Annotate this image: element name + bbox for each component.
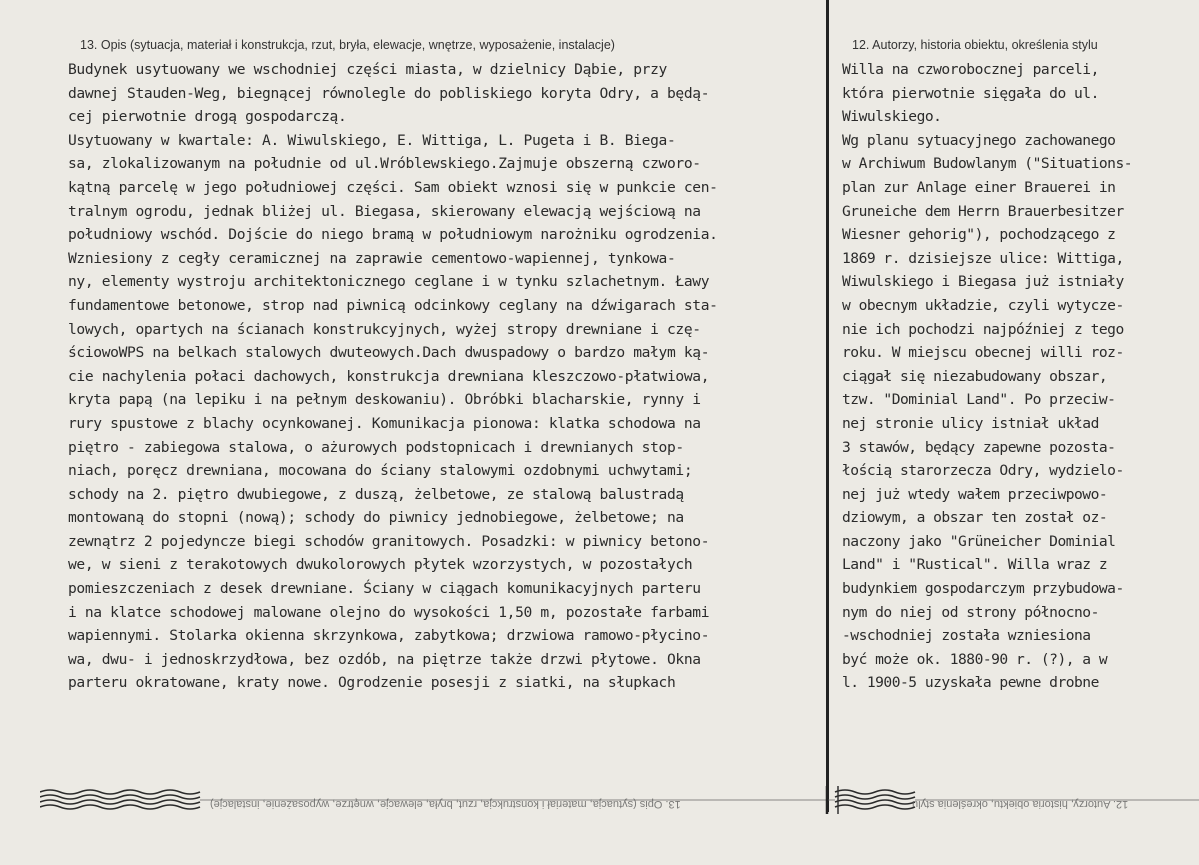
- text-line: południowy wschód. Dojście do niego bramą w południowym narożniku ogrodzenia.: [68, 226, 718, 244]
- text-line: pomieszczeniach z desek drewniane. Ściany w ciągach komunikacyjnych parteru: [68, 580, 701, 598]
- text-line: nie ich pochodzi najpóźniej z tego: [842, 320, 1124, 338]
- text-line: Budynek usytuowany we wschodniej części miasta, w dzielnicy Dąbie, przy: [68, 61, 667, 78]
- text-line: nej stronie ulicy istniał układ: [842, 414, 1099, 432]
- text-line: Wiesner gehorig"), pochodzącego z: [842, 226, 1116, 244]
- text-line: lowych, opartych na ścianach konstrukcyjnych, wyżej stropy drewniane i czę-: [68, 320, 701, 338]
- text-line: tzw. "Dominial Land". Po przeciw-: [842, 391, 1116, 409]
- text-line: Willa na czworobocznej parceli,: [842, 61, 1099, 78]
- text-line: i na klatce schodowej malowane olejno do wysokości 1,50 m, pozostałe farbami: [68, 603, 710, 621]
- text-line: schody na 2. piętro dwubiegowe, z duszą, żelbetowe, ze stalową balustradą: [68, 485, 684, 503]
- text-line: nej już wtedy wałem przeciwpowo-: [842, 485, 1108, 503]
- text-line: wapiennymi. Stolarka okienna skrzynkowa, zabytkowa; drzwiowa ramowo-płycino-: [68, 627, 710, 645]
- text-line: Land" i "Rustical". Willa wraz z: [842, 556, 1108, 574]
- text-line: być może ok. 1880-90 r. (?), a w: [842, 650, 1108, 668]
- text-line: ściowoWPS na belkach stalowych dwuteowych.Dach dwuspadowy o bardzo małym ką-: [68, 344, 710, 362]
- text-line: w Archiwum Budowlanym ("Situations-: [842, 155, 1133, 173]
- text-line: która pierwotnie sięgała do ul.: [842, 84, 1099, 102]
- text-line: roku. W miejscu obecnej willi roz-: [842, 344, 1124, 362]
- section-13-heading: 13. Opis (sytuacja, materiał i konstrukcja, rzut, bryła, elewacje, wnętrze, wyposażenie, instalacje): [80, 38, 615, 52]
- text-line: dziowym, a obszar ten został oz-: [842, 509, 1108, 527]
- text-line: piętro - zabiegowa stalowa, o ażurowych podstopnicach i drewnianych stop-: [68, 438, 684, 456]
- text-line: Gruneiche dem Herrn Brauerbesitzer: [842, 202, 1124, 220]
- text-line: cie nachylenia połaci dachowych, konstrukcja drewniana kleszczowo-płatwiowa,: [68, 367, 710, 385]
- text-line: -wschodniej została wzniesiona: [842, 627, 1091, 645]
- text-line: plan zur Anlage einer Brauerei in: [842, 178, 1116, 196]
- text-line: kątną parcelę w jego południowej części. Sam obiekt wznosi się w punkcie cen-: [68, 178, 718, 196]
- text-line: Wzniesiony z cegły ceramicznej na zaprawie cementowo-wapiennej, tynkowa-: [68, 249, 676, 267]
- text-line: wa, dwu- i jednoskrzydłowa, bez ozdób, na piętrze także drzwi płytowe. Okna: [68, 650, 701, 668]
- text-line: rury spustowe z blachy ocynkowanej. Komunikacja pionowa: klatka schodowa na: [68, 414, 701, 432]
- text-line: tralnym ogrodu, jednak bliżej ul. Biegasa, skierowany elewacją wejściową na: [68, 202, 701, 220]
- text-line: we, w sieni z terakotowych dwukolorowych płytek wzorzystych, w pozostałych: [68, 556, 693, 574]
- section-12-heading: 12. Autorzy, historia obiektu, określenia stylu: [852, 38, 1098, 52]
- mirrored-section-12-heading: 12. Autorzy, historia obiektu, określenia stylu: [912, 798, 1129, 810]
- text-line: budynkiem gospodarczym przybudowa-: [842, 580, 1124, 598]
- text-line: montowaną do stopni (nową); schody do piwnicy jednobiegowe, żelbetowe; na: [68, 509, 684, 527]
- text-line: kryta papą (na lepiku i na pełnym deskowaniu). Obróbki blacharskie, rynny i: [68, 391, 701, 409]
- text-line: ciągał się niezabudowany obszar,: [842, 367, 1108, 385]
- text-line: parteru okratowane, kraty nowe. Ogrodzenie posesji z siatki, na słupkach: [68, 674, 676, 692]
- text-line: Wg planu sytuacyjnego zachowanego: [842, 131, 1116, 149]
- text-line: l. 1900-5 uzyskała pewne drobne: [842, 674, 1099, 692]
- text-line: niach, poręcz drewniana, mocowana do ściany stalowymi ozdobnymi uchwytami;: [68, 462, 693, 480]
- text-line: sa, zlokalizowanym na południe od ul.Wróblewskiego.Zajmuje obszerną czworo-: [68, 155, 701, 173]
- text-line: 1869 r. dzisiejsze ulice: Wittiga,: [842, 249, 1124, 267]
- text-line: nym do niej od strony północno-: [842, 603, 1099, 621]
- text-line: w obecnym układzie, czyli wytycze-: [842, 296, 1124, 314]
- text-line: zewnątrz 2 pojedyncze biegi schodów granitowych. Posadzki: w piwnicy betono-: [68, 532, 710, 550]
- text-line: naczony jako "Grüneicher Dominial: [842, 532, 1116, 550]
- text-line: Wiwulskiego.: [842, 108, 942, 126]
- text-line: dawnej Stauden-Weg, biegnącej równolegle do pobliskiego koryta Odry, a będą-: [68, 84, 710, 102]
- section-13-body: [68, 58, 820, 695]
- text-line: 3 stawów, będący zapewne pozosta-: [842, 438, 1116, 456]
- text-line: cej pierwotnie drogą gospodarczą.: [68, 108, 347, 126]
- mirrored-section-13-heading: 13. Opis (sytuacja, materiał i konstrukcja, rzut, bryła, elewacje, wnętrze, wyposażenie, instalacje): [210, 798, 681, 810]
- text-line: fundamentowe betonowe, strop nad piwnicą odcinkowy ceglany na dźwigarach sta-: [68, 296, 718, 314]
- text-line: Usytuowany w kwartale: A. Wiwulskiego, E. Wittiga, L. Pugeta i B. Biega-: [68, 131, 676, 149]
- section-12-history: [842, 38, 1194, 695]
- text-line: Wiwulskiego i Biegasa już istniały: [842, 273, 1124, 291]
- section-12-body: [842, 58, 1194, 695]
- text-line: łością starorzecza Odry, wydzielo-: [842, 462, 1124, 480]
- text-line: ny, elementy wystroju architektonicznego ceglane i w tynku szlachetnym. Ławy: [68, 273, 710, 291]
- section-13-description: [68, 38, 820, 695]
- column-divider: [826, 0, 829, 812]
